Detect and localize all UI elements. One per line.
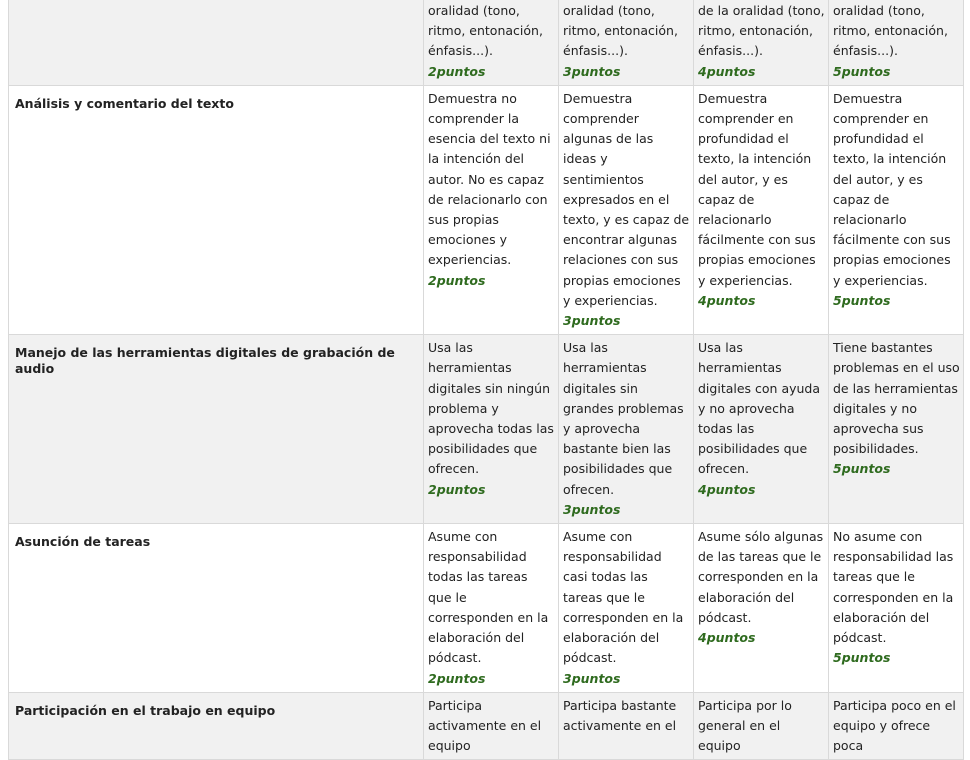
level-description: Participa por lo general en el equipo <box>698 697 792 754</box>
level-cell <box>424 335 559 524</box>
points-label: 4puntos <box>698 292 756 308</box>
level-cell <box>829 335 964 524</box>
level-cell <box>829 85 964 334</box>
level-description: oralidad (tono, ritmo, entonación, énfasis...). <box>563 3 678 59</box>
level-cell <box>559 335 694 524</box>
level-cell <box>424 0 559 85</box>
criterion-cell: Manejo de las herramientas digitales de grabación de audio <box>9 335 424 524</box>
level-description: Demuestra no comprender la esencia del texto ni la intención del autor. No es capaz de relacionarlo con sus propias emociones y experiencias. <box>428 90 551 268</box>
criterion-cell: Asunción de tareas <box>9 524 424 693</box>
points-label: 4puntos <box>698 481 756 497</box>
level-description: Demuestra comprender algunas de las ideas y sentimientos expresados en el texto, y es capaz de encontrar algunas relaciones con sus propias emociones y experiencias. <box>563 90 690 308</box>
rubric-row-oralidad <box>9 0 964 85</box>
points-label: 5puntos <box>833 650 891 666</box>
level-cell <box>559 0 694 85</box>
points-label: 2puntos <box>428 272 486 288</box>
level-description: Asume con responsabilidad casi todas las tareas que le corresponden en la elaboración del pódcast. <box>563 529 684 666</box>
level-cell <box>559 85 694 334</box>
level-description: Usa las herramientas digitales con ayuda y no aprovecha todas las posibilidades que ofrecen. <box>698 340 821 477</box>
rubric-row-analisis <box>9 85 964 334</box>
points-label: 4puntos <box>698 630 756 646</box>
rubric-row-herramientas <box>9 335 964 524</box>
points-label: 2puntos <box>428 670 486 686</box>
points-label: 2puntos <box>428 481 486 497</box>
level-description: Participa activamente en el equipo <box>428 697 542 754</box>
level-cell <box>694 524 829 693</box>
level-cell <box>559 524 694 693</box>
level-cell <box>694 335 829 524</box>
level-description: Participa bastante activamente en el <box>563 697 677 733</box>
points-label: 3puntos <box>563 63 621 79</box>
level-cell <box>424 692 559 760</box>
level-cell <box>694 692 829 760</box>
points-label: 5puntos <box>833 461 891 477</box>
level-description: Usa las herramientas digitales sin ningún problema y aprovecha todas las posibilidades que ofrecen. <box>428 340 554 477</box>
points-label: 5puntos <box>833 292 891 308</box>
level-cell <box>694 85 829 334</box>
rubric-row-tareas <box>9 524 964 693</box>
points-label: 5puntos <box>833 63 891 79</box>
level-cell <box>424 524 559 693</box>
level-description: Asume con responsabilidad todas las tareas que le corresponden en la elaboración del pódcast. <box>428 529 549 666</box>
level-description: Demuestra comprender en profundidad el texto, la intención del autor, y es capaz de relacionarlo fácilmente con sus propias emociones y experiencias. <box>833 90 951 288</box>
level-cell <box>559 692 694 760</box>
level-description: Asume sólo algunas de las tareas que le corresponden en la elaboración del pódcast. <box>698 529 824 625</box>
criterion-cell: Participación en el trabajo en equipo <box>9 692 424 760</box>
level-cell <box>694 0 829 85</box>
criterion-cell <box>9 0 424 85</box>
level-description: Usa las herramientas digitales sin grandes problemas y aprovecha bastante bien las posibilidades que ofrecen. <box>563 340 684 497</box>
level-cell <box>424 85 559 334</box>
level-description: oralidad (tono, ritmo, entonación, énfasis...). <box>833 3 948 59</box>
level-description: Participa poco en el equipo y ofrece poca <box>833 697 956 754</box>
points-label: 3puntos <box>563 313 621 329</box>
level-cell <box>829 692 964 760</box>
points-label: 4puntos <box>698 63 756 79</box>
level-description: oralidad (tono, ritmo, entonación, énfasis...). <box>428 3 543 59</box>
level-cell <box>829 524 964 693</box>
criterion-cell: Análisis y comentario del texto <box>9 85 424 334</box>
level-description: No asume con responsabilidad las tareas que le corresponden en la elaboración del pódcast. <box>833 529 954 646</box>
level-cell <box>829 0 964 85</box>
level-description: Demuestra comprender en profundidad el texto, la intención del autor, y es capaz de relacionarlo fácilmente con sus propias emociones y experiencias. <box>698 90 816 288</box>
points-label: 3puntos <box>563 501 621 517</box>
rubric-row-participacion <box>9 692 964 760</box>
rubric-table <box>8 0 964 760</box>
points-label: 2puntos <box>428 63 486 79</box>
level-description: Tiene bastantes problemas en el uso de las herramientas digitales y no aprovecha sus posibilidades. <box>833 340 960 457</box>
points-label: 3puntos <box>563 670 621 686</box>
level-description: de la oralidad (tono, ritmo, entonación, énfasis...). <box>698 3 825 59</box>
